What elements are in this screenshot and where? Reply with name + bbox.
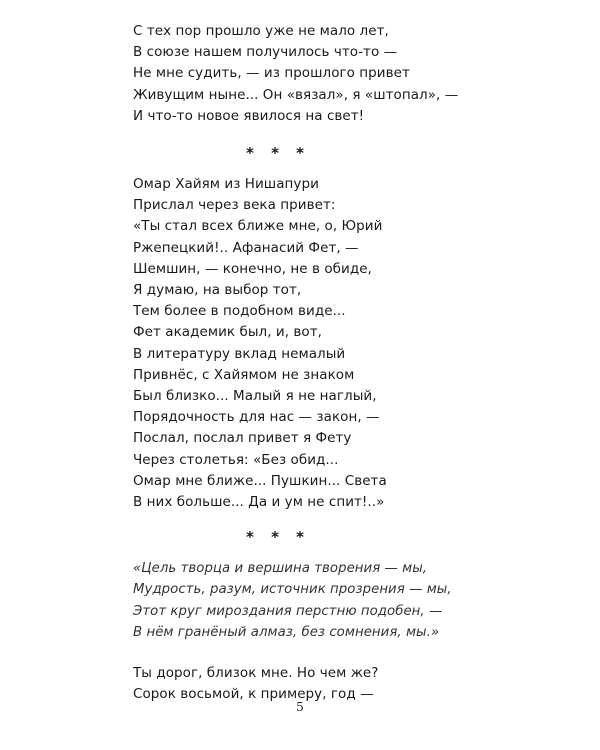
stanza-3-quote [133, 558, 563, 643]
verse-line: Я думаю, на выбор тот, [133, 282, 302, 299]
verse-line: В литературу вклад немалый [133, 345, 346, 362]
verse-line: Через столетья: «Без обид... [133, 451, 339, 468]
verse-line: Шемшин, — конечно, не в обиде, [133, 260, 372, 277]
verse-line: «Ты стал всех ближе мне, о, Юрий [133, 218, 383, 235]
verse-line: Фет академик был, и, вот, [133, 324, 322, 341]
verse-line: Тем более в подобном виде... [133, 303, 346, 320]
verse-line: Прислал через века привет: [133, 197, 336, 214]
verse-line: Сорок восьмой, к примеру, год — [133, 686, 374, 703]
verse-line: Этот круг мироздания перстню подобен, — [133, 603, 443, 619]
verse-line: Живущим ныне... Он «вязал», я «штопал», — [133, 86, 459, 103]
verse-line: В союзе нашем получилось что-то — [133, 44, 398, 61]
stanza-2 [133, 174, 563, 513]
stanza-1 [133, 21, 563, 127]
verse-line: И что-то новое явилося на свет! [133, 107, 365, 124]
verse-line: В них больше... Да и ум не спит!..» [133, 494, 385, 511]
verse-line: «Цель творца и вершина творения — мы, [133, 561, 428, 577]
verse-line: Привнёс, с Хайямом не знаком [133, 366, 355, 383]
verse-line: Мудрость, разум, источник прозрения — мы, [133, 582, 452, 598]
section-separator: * * * [246, 144, 310, 163]
stanza-gap [133, 643, 563, 663]
verse-line: Порядочность для нас — закон, — [133, 409, 380, 426]
verse-line: Омар мне ближе... Пушкин... Света [133, 472, 387, 489]
verse-line: С тех пор прошло уже не мало лет, [133, 23, 389, 39]
verse-line: В нём гранёный алмаз, без сомнения, мы.» [133, 624, 440, 640]
page-number: 5 [296, 700, 304, 714]
verse-line: Не мне судить, — из прошлого привет [133, 65, 410, 82]
verse-line: Послал, послал привет я Фету [133, 430, 352, 447]
verse-line: Ты дорог, близок мне. Но чем же? [133, 665, 379, 682]
verse-line: Ржепецкий!.. Афанасий Фет, — [133, 239, 359, 256]
poem-page [133, 21, 563, 705]
verse-line: Омар Хайям из Нишапури [133, 176, 319, 193]
section-separator: * * * [246, 528, 310, 547]
verse-line: Был близко... Малый я не наглый, [133, 388, 377, 405]
